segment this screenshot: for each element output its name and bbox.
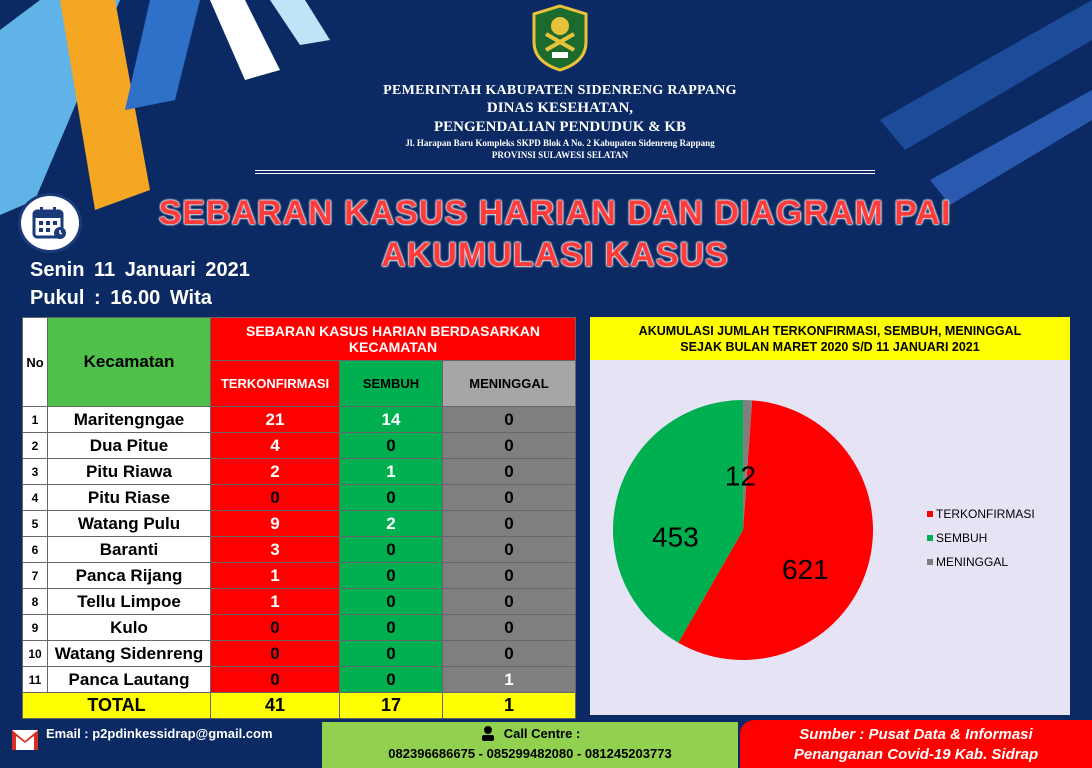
legend-swatch (927, 559, 933, 565)
row-terkonfirmasi: 9 (211, 511, 340, 537)
pie-label-terkonfirmasi: 621 (782, 554, 829, 585)
row-meninggal: 0 (443, 615, 576, 641)
row-kecamatan: Dua Pitue (48, 433, 211, 459)
legend-item-meninggal (927, 550, 1035, 574)
row-no: 6 (23, 537, 48, 563)
row-terkonfirmasi: 0 (211, 615, 340, 641)
legend-label: MENINGGAL (936, 555, 1009, 569)
chart-legend (927, 502, 1035, 574)
table-body (23, 407, 576, 693)
col-header-kecamatan: Kecamatan (48, 318, 211, 407)
row-no: 7 (23, 563, 48, 589)
legend-swatch (927, 511, 933, 517)
source-line-1: Sumber : Pusat Data & Informasi (799, 726, 1033, 743)
table-row (23, 485, 576, 511)
chart-title-line-2: SEJAK BULAN MARET 2020 S/D 11 JANUARI 2021 (680, 339, 980, 354)
row-kecamatan: Kulo (48, 615, 211, 641)
row-meninggal: 0 (443, 433, 576, 459)
government-logo-icon (530, 4, 590, 72)
pie-label-meninggal: 12 (724, 460, 756, 492)
pie-label-sembuh: 453 (652, 521, 699, 553)
row-no: 5 (23, 511, 48, 537)
page-title (120, 192, 990, 276)
header-address: Jl. Harapan Baru Kompleks SKPD Blok A No. 2 Kabupaten Sidenreng Rappang (405, 138, 715, 148)
call-centre-numbers: 082396686675 - 085299482080 - 081245203773 (388, 746, 672, 761)
row-terkonfirmasi: 2 (211, 459, 340, 485)
row-terkonfirmasi: 1 (211, 589, 340, 615)
legend-item-sembuh (927, 526, 1035, 550)
legend-label: TERKONFIRMASI (936, 507, 1035, 521)
calendar-icon (18, 193, 82, 253)
row-terkonfirmasi: 0 (211, 667, 340, 693)
row-sembuh: 0 (340, 667, 443, 693)
table-row (23, 563, 576, 589)
row-meninggal: 0 (443, 511, 576, 537)
row-kecamatan: Panca Rijang (48, 563, 211, 589)
row-no: 11 (23, 667, 48, 693)
table-row (23, 459, 576, 485)
col-header-meninggal: MENINGGAL (443, 361, 576, 407)
row-meninggal: 0 (443, 485, 576, 511)
header-province: PROVINSI SULAWESI SELATAN (491, 150, 629, 160)
header-line-3: PENGENDALIAN PENDUDUK & KB (433, 119, 687, 135)
phone-person-icon (480, 725, 496, 741)
col-header-group: SEBARAN KASUS HARIAN BERDASARKAN KECAMATAN (211, 318, 576, 361)
footer-call-centre (322, 722, 738, 768)
row-sembuh: 0 (340, 537, 443, 563)
row-sembuh: 0 (340, 641, 443, 667)
col-header-sembuh: SEMBUH (340, 361, 443, 407)
row-meninggal: 0 (443, 407, 576, 433)
footer-source (740, 720, 1092, 768)
total-meninggal: 1 (443, 693, 576, 719)
row-no: 4 (23, 485, 48, 511)
total-sembuh: 17 (340, 693, 443, 719)
row-sembuh: 0 (340, 615, 443, 641)
header (300, 4, 820, 161)
row-no: 2 (23, 433, 48, 459)
legend-item-terkonfirmasi (927, 502, 1035, 526)
pie-chart-panel (590, 317, 1070, 715)
table-row (23, 589, 576, 615)
row-meninggal: 0 (443, 537, 576, 563)
row-terkonfirmasi: 4 (211, 433, 340, 459)
total-terkonfirmasi: 41 (211, 693, 340, 719)
table-row (23, 433, 576, 459)
row-terkonfirmasi: 0 (211, 485, 340, 511)
table-row (23, 537, 576, 563)
email-text: Email : p2pdinkessidrap@gmail.com (46, 726, 273, 741)
row-terkonfirmasi: 3 (211, 537, 340, 563)
row-no: 8 (23, 589, 48, 615)
row-kecamatan: Watang Pulu (48, 511, 211, 537)
row-no: 3 (23, 459, 48, 485)
row-sembuh: 0 (340, 485, 443, 511)
row-terkonfirmasi: 0 (211, 641, 340, 667)
report-time: Pukul : 16.00 Wita (30, 287, 212, 309)
footer-email (0, 720, 320, 768)
total-label: TOTAL (23, 693, 211, 719)
col-header-no: No (23, 318, 48, 407)
gmail-icon (12, 730, 38, 750)
table-row (23, 511, 576, 537)
row-meninggal: 1 (443, 667, 576, 693)
row-terkonfirmasi: 21 (211, 407, 340, 433)
legend-label: SEMBUH (936, 531, 988, 545)
row-kecamatan: Pitu Riase (48, 485, 211, 511)
chart-title-line-1: AKUMULASI JUMLAH TERKONFIRMASI, SEMBUH, MENINGGAL (638, 323, 1022, 338)
col-header-terkonfirmasi: TERKONFIRMASI (211, 361, 340, 407)
row-sembuh: 0 (340, 589, 443, 615)
row-kecamatan: Pitu Riawa (48, 459, 211, 485)
table-row (23, 641, 576, 667)
source-line-2: Penanganan Covid-19 Kab. Sidrap (793, 746, 1039, 763)
table-total-row (23, 693, 576, 719)
table-row (23, 407, 576, 433)
header-divider (255, 170, 875, 174)
row-no: 1 (23, 407, 48, 433)
row-sembuh: 14 (340, 407, 443, 433)
title-line-2: AKUMULASI KASUS (381, 236, 729, 274)
row-kecamatan: Tellu Limpoe (48, 589, 211, 615)
row-meninggal: 0 (443, 641, 576, 667)
legend-swatch (927, 535, 933, 541)
row-meninggal: 0 (443, 459, 576, 485)
report-day: Senin 11 Januari 2021 (30, 259, 250, 281)
table-row (23, 667, 576, 693)
row-no: 10 (23, 641, 48, 667)
row-sembuh: 1 (340, 459, 443, 485)
call-centre-label: Call Centre : (503, 725, 581, 741)
row-meninggal: 0 (443, 563, 576, 589)
row-meninggal: 0 (443, 589, 576, 615)
row-sembuh: 0 (340, 433, 443, 459)
report-date (30, 256, 250, 312)
table-row (23, 615, 576, 641)
row-sembuh: 2 (340, 511, 443, 537)
cases-table (22, 317, 576, 719)
row-kecamatan: Baranti (48, 537, 211, 563)
title-line-1: SEBARAN KASUS HARIAN DAN DIAGRAM PAI (158, 194, 952, 232)
header-line-2: DINAS KESEHATAN, (486, 100, 634, 116)
row-sembuh: 0 (340, 563, 443, 589)
row-terkonfirmasi: 1 (211, 563, 340, 589)
header-line-1: PEMERINTAH KABUPATEN SIDENRENG RAPPANG (383, 83, 737, 98)
row-kecamatan: Maritengngae (48, 407, 211, 433)
row-no: 9 (23, 615, 48, 641)
row-kecamatan: Panca Lautang (48, 667, 211, 693)
row-kecamatan: Watang Sidenreng (48, 641, 211, 667)
